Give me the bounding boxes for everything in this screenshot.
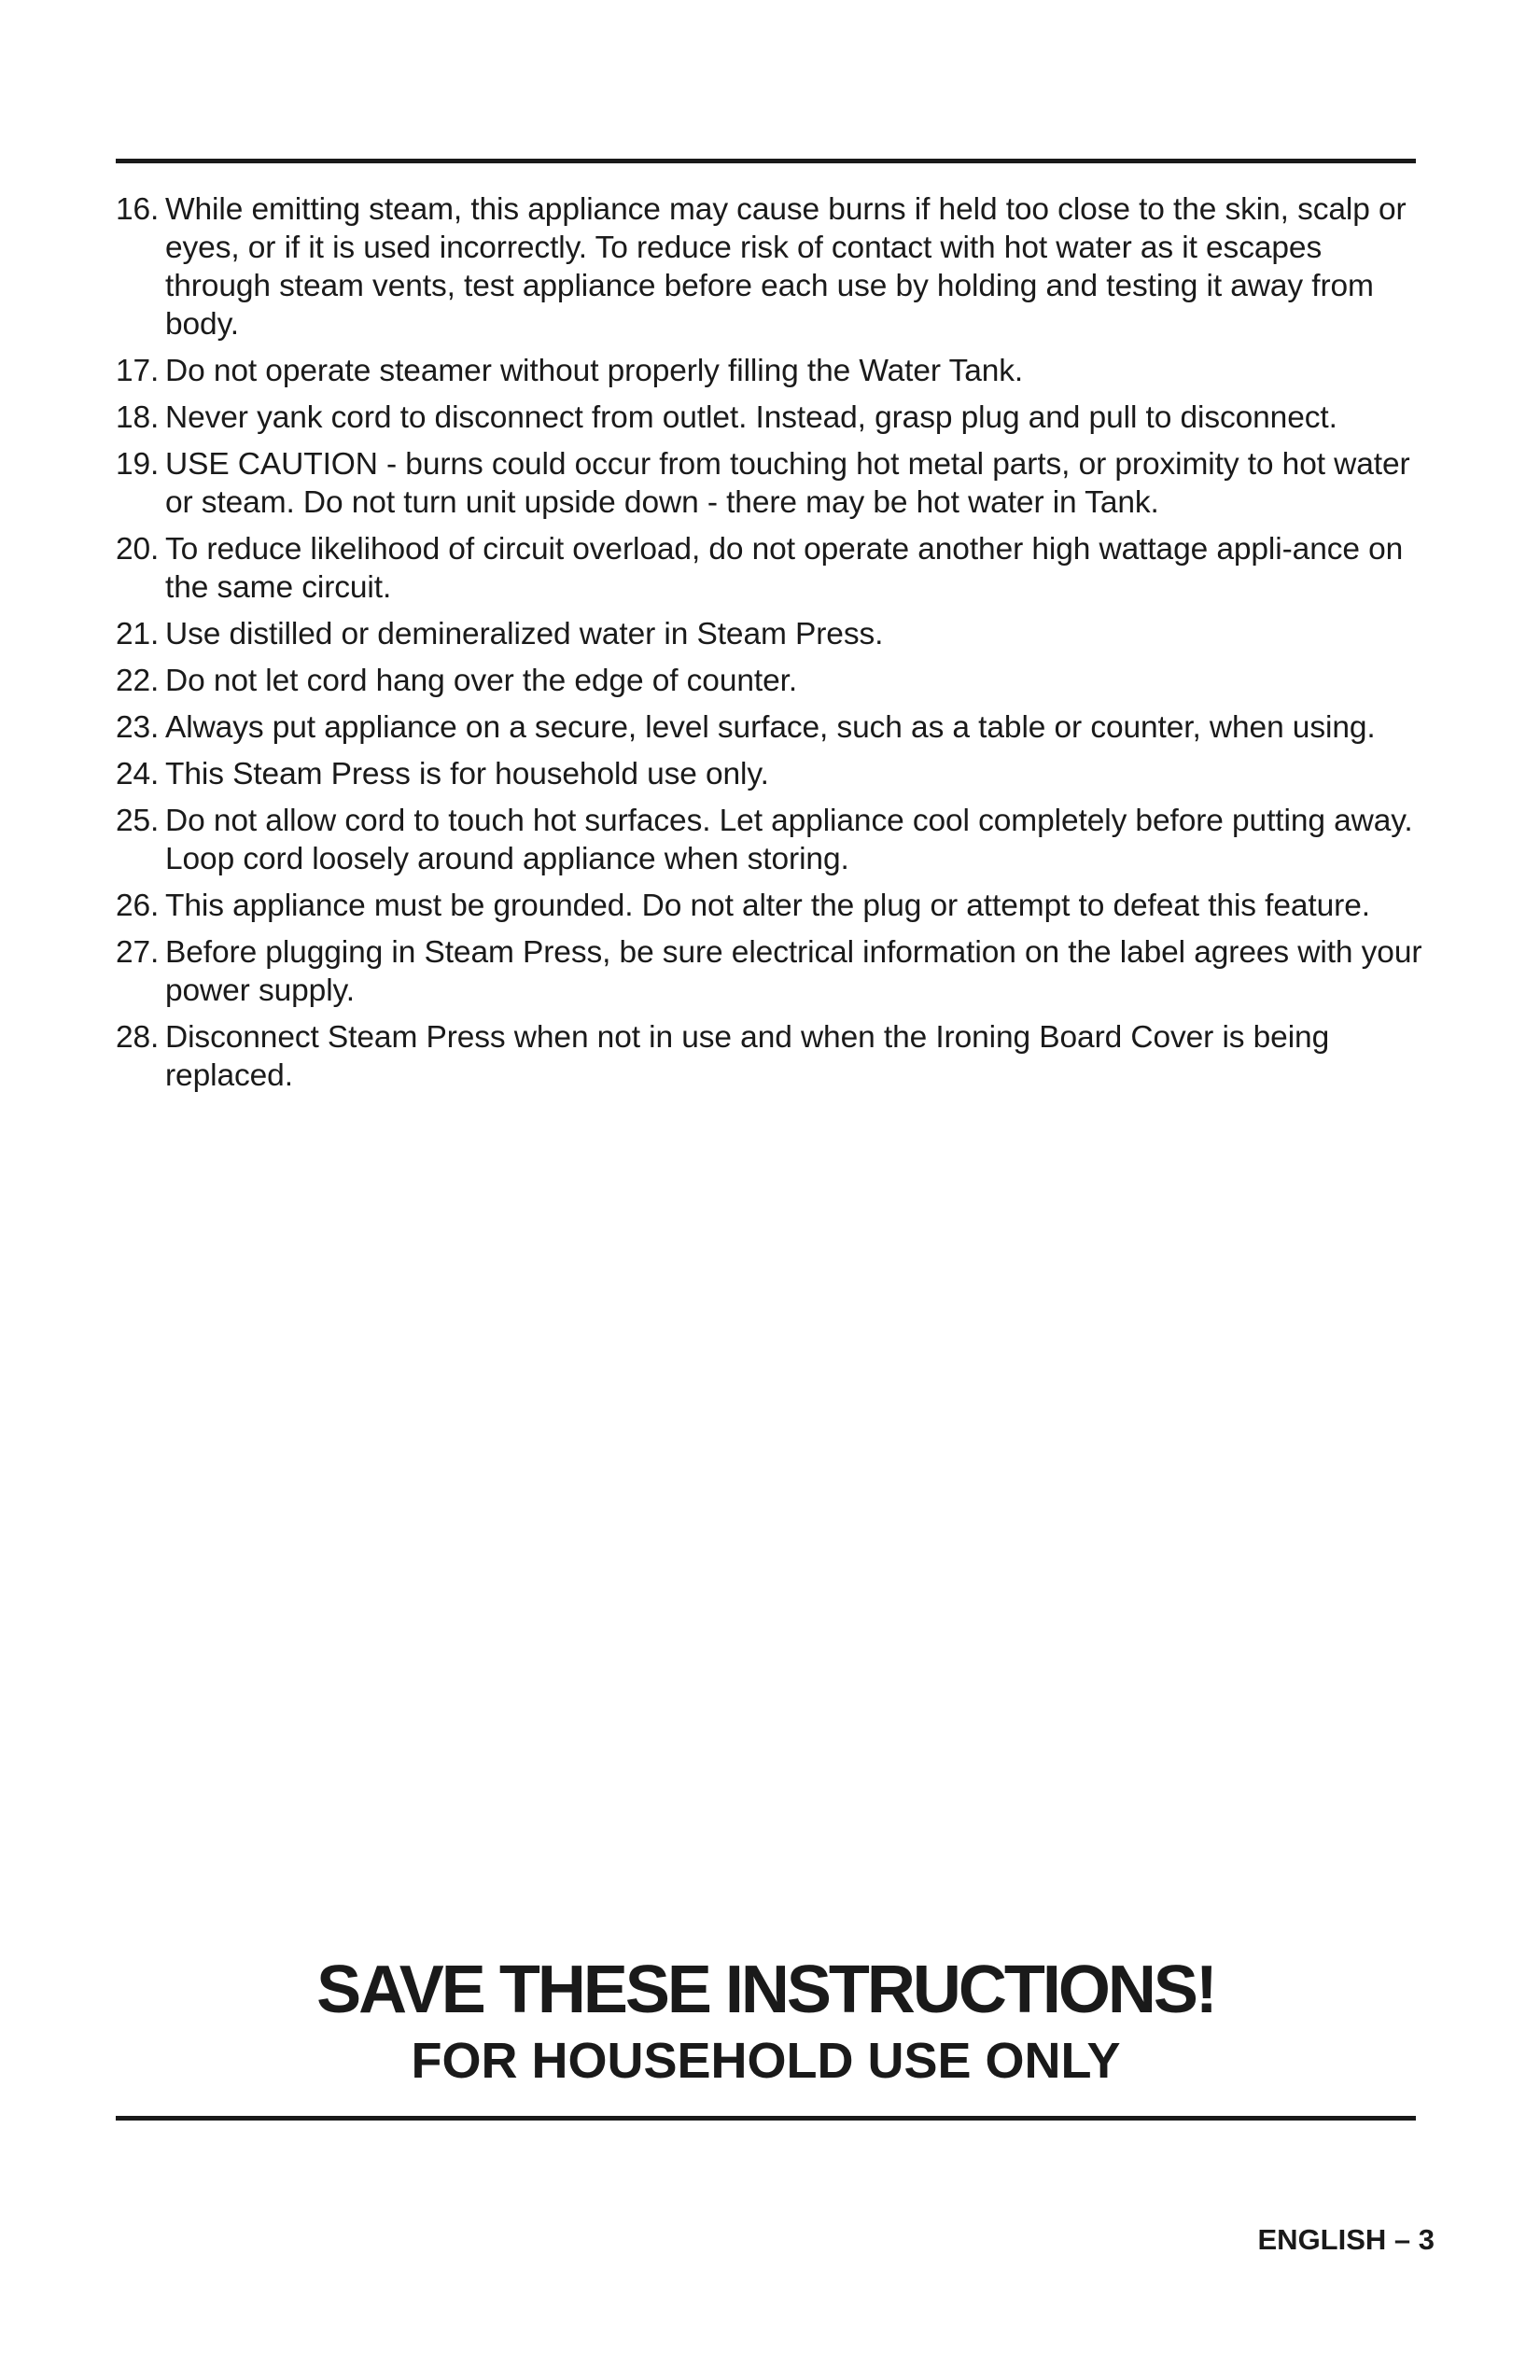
- item-text: Never yank cord to disconnect from outlet. Instead, grasp plug and pull to disconnect.: [165, 400, 1337, 435]
- item-text: Do not operate steamer without properly filling the Water Tank.: [165, 354, 1024, 388]
- item-text: This Steam Press is for household use only.: [165, 757, 769, 791]
- item-number: 18.: [116, 400, 160, 435]
- list-item: [116, 708, 1422, 747]
- household-use-subheading: FOR HOUSEHOLD USE ONLY: [411, 2033, 1121, 2089]
- item-text: Before plugging in Steam Press, be sure electrical information on the label agrees with your power supply.: [165, 935, 1422, 1008]
- item-text: While emitting steam, this appliance may cause burns if held too close to the skin, scalp or eyes, or if it is used incorrectly. To reduce risk of contact with hot water as it escapes through steam vents, test appliance before each use by holding and testing it away from body.: [165, 192, 1407, 342]
- item-text: Do not let cord hang over the edge of counter.: [165, 664, 798, 698]
- item-text: Disconnect Steam Press when not in use and when the Ironing Board Cover is being replaced.: [165, 1020, 1330, 1093]
- bottom-divider: [116, 2116, 1416, 2121]
- item-number: 21.: [116, 617, 160, 651]
- item-number: 16.: [116, 192, 160, 227]
- top-divider: [116, 159, 1416, 163]
- list-item: [116, 615, 1422, 653]
- item-number: 26.: [116, 889, 160, 923]
- item-number: 27.: [116, 935, 160, 970]
- page-number-label: ENGLISH – 3: [1257, 2223, 1435, 2256]
- safety-instructions-list: [116, 190, 1422, 1103]
- item-number: 17.: [116, 354, 160, 388]
- item-text: Do not allow cord to touch hot surfaces. Let appliance cool completely before putting away. Loop cord loosely around appliance when storing.: [165, 804, 1413, 876]
- item-number: 20.: [116, 532, 160, 567]
- list-item: [116, 887, 1422, 925]
- item-text: This appliance must be grounded. Do not alter the plug or attempt to defeat this feature.: [165, 889, 1370, 923]
- item-number: 24.: [116, 757, 160, 791]
- item-number: 22.: [116, 664, 160, 698]
- item-number: 19.: [116, 447, 160, 482]
- item-number: 25.: [116, 804, 160, 838]
- list-item: [116, 933, 1422, 1010]
- item-number: 28.: [116, 1020, 160, 1055]
- item-number: 23.: [116, 710, 160, 745]
- item-text: USE CAUTION - burns could occur from touching hot metal parts, or proximity to hot water or steam. Do not turn unit upside down - there may be hot water in Tank.: [165, 447, 1410, 520]
- list-item: [116, 755, 1422, 793]
- list-item: [116, 1018, 1422, 1095]
- list-item: [116, 802, 1422, 878]
- list-item: [116, 445, 1422, 522]
- list-item: [116, 399, 1422, 437]
- item-text: Always put appliance on a secure, level surface, such as a table or counter, when using.: [165, 710, 1376, 745]
- list-item: [116, 190, 1422, 343]
- list-item: [116, 352, 1422, 390]
- item-text: Use distilled or demineralized water in Steam Press.: [165, 617, 884, 651]
- list-item: [116, 662, 1422, 700]
- item-text: To reduce likelihood of circuit overload, do not operate another high wattage appli-ance on the same circuit.: [165, 532, 1404, 605]
- save-instructions-heading: SAVE THESE INSTRUCTIONS!: [316, 1953, 1215, 2027]
- list-item: [116, 530, 1422, 607]
